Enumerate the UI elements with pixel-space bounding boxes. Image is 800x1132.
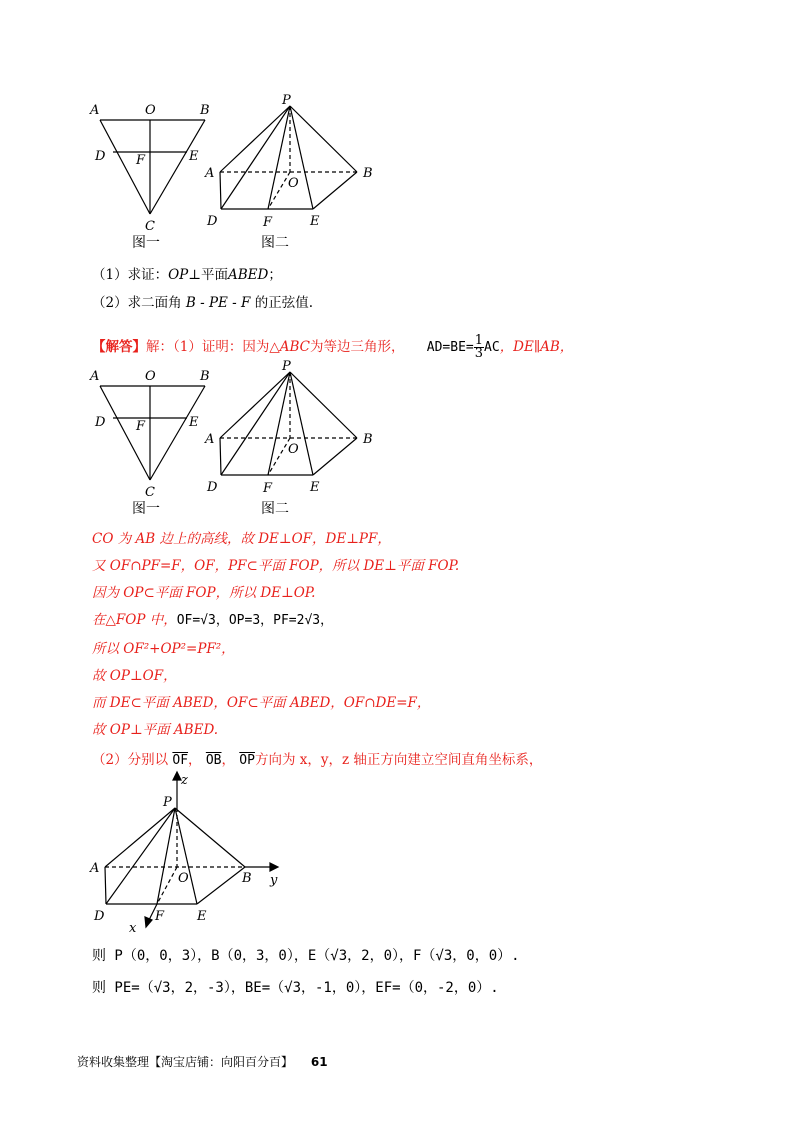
- question-1: （1）求证：OP⊥平面ABED；: [92, 267, 282, 283]
- page-number: 61: [310, 1055, 328, 1069]
- label-E: E: [197, 909, 207, 924]
- caption-fig1: 图一: [132, 235, 160, 251]
- axis-y-label: y: [270, 873, 278, 888]
- caption-fig1: 图一: [132, 501, 160, 517]
- figure-2-pyramid: [220, 106, 357, 209]
- proof-line-5: OF=√3，OP=3，PF=2√3，: [176, 613, 334, 628]
- answer-header: 【解答】解：（1）证明：因为△ABC为等边三角形， AD=BE= $\frac{1}{3}$ AC，DE∥AB，: [92, 333, 574, 361]
- label-P: P: [163, 795, 172, 810]
- figure-1-triangle: [100, 120, 205, 214]
- label-B: B: [363, 432, 373, 447]
- label-O: O: [178, 871, 189, 886]
- vectors-line: 则 PE=（√3，2，-3），BE=（√3，-1，0），EF=（0，-2，0）.: [92, 980, 499, 996]
- part2-line: （2）分别以 $\overline{OF}$， $\overline{OB}$， $\overline{OP}$方向为 x，y，z 轴正方向建立空间直角坐标系，: [92, 752, 543, 768]
- label-E: E: [189, 149, 199, 164]
- label-B: B: [200, 369, 210, 384]
- figure-2-pyramid-repeat: [220, 372, 357, 475]
- label-O: O: [145, 103, 156, 118]
- label-E: E: [189, 415, 199, 430]
- label-B: B: [200, 103, 210, 118]
- label-F: F: [155, 909, 165, 924]
- figure-1-triangle-repeat: [100, 386, 205, 480]
- label-F: F: [136, 419, 146, 434]
- label-P: P: [282, 359, 291, 374]
- question-2: （2）求二面角 B - PE - F 的正弦值.: [92, 295, 313, 311]
- label-A: A: [90, 861, 100, 876]
- proof-line-8: 而 DE⊂平面 ABED，OF⊂平面 ABED，OF∩DE=F，: [92, 695, 431, 711]
- label-D: D: [207, 214, 218, 229]
- label-B: B: [242, 871, 252, 886]
- proof-line-1: CO 为 AB 边上的高线，故 DE⊥OF，DE⊥PF，: [92, 531, 391, 547]
- label-A: A: [90, 369, 100, 384]
- label-E: E: [310, 480, 320, 495]
- axis-z-label: z: [181, 773, 188, 788]
- label-A: A: [90, 103, 100, 118]
- figure-group-2: [85, 358, 385, 518]
- label-D: D: [94, 909, 105, 924]
- axis-x-label: x: [129, 921, 137, 936]
- fraction-one-third: $\frac{1}{3}$: [474, 333, 484, 361]
- label-A: A: [205, 432, 215, 447]
- label-D: D: [207, 480, 218, 495]
- label-C: C: [145, 219, 155, 234]
- figure-3-coordinate: [85, 770, 315, 940]
- coordinate-pyramid: [105, 808, 245, 904]
- label-O: O: [288, 176, 299, 191]
- label-D: D: [95, 149, 106, 164]
- label-D: D: [95, 415, 106, 430]
- label-O: O: [288, 442, 299, 457]
- label-F: F: [263, 215, 273, 230]
- coords-line: 则 P（0，0，3），B（0，3，0），E（√3，2，0），F（√3，0，0）.: [92, 948, 520, 964]
- proof-line-7: 故 OP⊥OF，: [92, 668, 177, 684]
- label-E: E: [310, 214, 320, 229]
- label-A: A: [205, 166, 215, 181]
- label-C: C: [145, 485, 155, 500]
- label-F: F: [263, 481, 273, 496]
- figure-group-1: [85, 92, 385, 252]
- proof-line-4: 在△FOP 中，OF=√3，OP=3，PF=2√3，: [92, 612, 334, 628]
- label-O: O: [145, 369, 156, 384]
- proof-line-2: 又 OF∩PF=F，OF，PF⊂平面 FOP，所以 DE⊥平面 FOP.: [92, 558, 460, 574]
- page-footer: [77, 1053, 328, 1070]
- caption-fig2: 图二: [261, 501, 289, 517]
- proof-line-3: 因为 OP⊂平面 FOP，所以 DE⊥OP.: [92, 585, 316, 601]
- label-P: P: [282, 93, 291, 108]
- footer-text: 资料收集整理【淘宝店铺：向阳百分百】: [77, 1055, 294, 1069]
- label-F: F: [136, 153, 146, 168]
- proof-line-9: 故 OP⊥平面 ABED.: [92, 722, 219, 738]
- proof-line-6: 所以 OF²+OP²=PF²，: [92, 641, 235, 657]
- label-B: B: [363, 166, 373, 181]
- caption-fig2: 图二: [261, 235, 289, 251]
